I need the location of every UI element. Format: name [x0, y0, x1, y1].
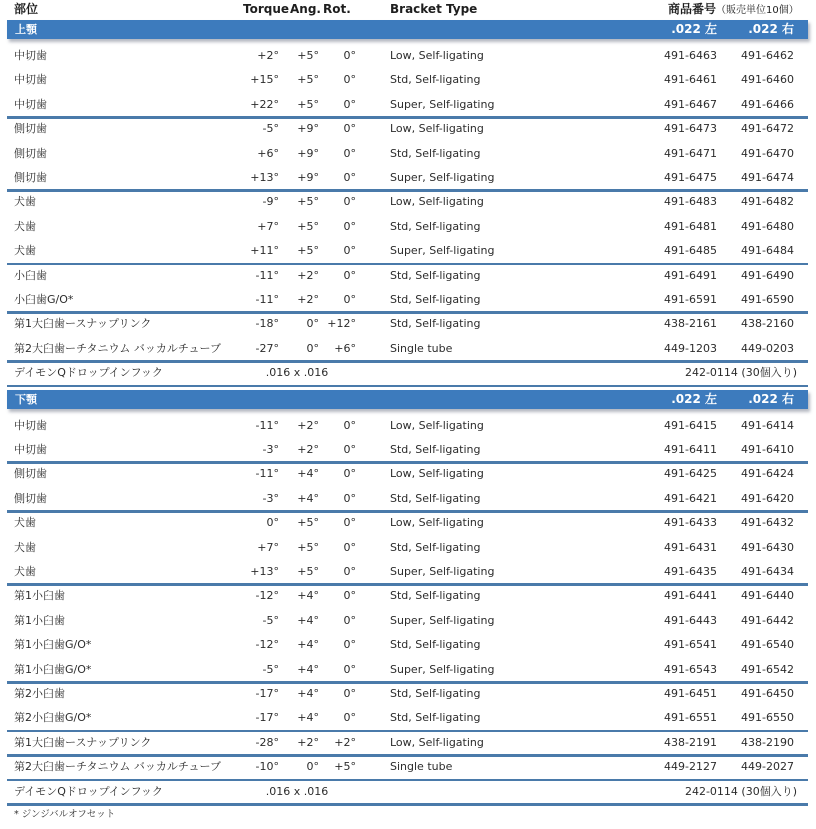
rotation-value: 0°	[343, 418, 356, 432]
left-part-number: 491-6481	[664, 219, 717, 233]
angulation-value: +9°	[297, 171, 319, 184]
torque-value: -17°	[255, 687, 279, 700]
angulation-value: +4°	[297, 687, 319, 700]
table-row	[7, 755, 808, 779]
rotation-value: +5°	[334, 760, 356, 774]
bracket-type: Std, Self-ligating	[390, 73, 481, 87]
hook-name: デイモンQドロップインフック	[14, 784, 163, 798]
left-part-number: 491-6431	[664, 540, 717, 554]
tooth-position: 第1大臼歯ースナップリンク	[14, 317, 152, 331]
torque-value: +2°	[257, 49, 279, 62]
table-row	[7, 44, 808, 68]
table-row	[7, 511, 808, 535]
table-row	[7, 560, 808, 584]
torque-value: -10°	[255, 760, 279, 774]
table-row	[7, 312, 808, 336]
angulation-value: +2°	[297, 418, 319, 432]
bracket-type: Super, Self-ligating	[390, 244, 495, 258]
torque-value: -3°	[262, 491, 279, 505]
right-part-number: 491-6472	[741, 122, 794, 136]
hook-name: デイモンQドロップインフック	[14, 366, 163, 380]
table-row	[7, 190, 808, 214]
hook-row	[7, 780, 808, 804]
right-part-number: 491-6540	[741, 638, 794, 652]
torque-value: -12°	[255, 638, 279, 652]
left-part-number: 491-6551	[664, 711, 717, 725]
left-part-number: 491-6425	[664, 467, 717, 481]
bracket-type: Std, Self-ligating	[390, 268, 481, 282]
bracket-type: Super, Self-ligating	[390, 613, 495, 627]
left-part-number: 491-6415	[664, 418, 717, 432]
tooth-position: 第2大臼歯ーチタニウム バッカルチューブ	[14, 760, 221, 774]
table-row	[7, 536, 808, 560]
bracket-type: Low, Self-ligating	[390, 735, 484, 749]
bracket-type: Std, Self-ligating	[390, 589, 481, 603]
rotation-value: 0°	[343, 516, 356, 530]
rotation-value: 0°	[343, 638, 356, 652]
group-divider	[7, 385, 808, 388]
bracket-type: Std, Self-ligating	[390, 443, 481, 456]
bracket-type: Low, Self-ligating	[390, 418, 484, 432]
torque-value: -11°	[255, 467, 279, 481]
left-part-number: 491-6471	[664, 146, 717, 160]
rotation-value: +12°	[327, 317, 356, 331]
bracket-type: Std, Self-ligating	[390, 638, 481, 652]
rotation-value: 0°	[343, 49, 356, 62]
angulation-value: +4°	[297, 589, 319, 603]
left-part-number: 491-6475	[664, 171, 717, 184]
bracket-type: Std, Self-ligating	[390, 146, 481, 160]
rotation-value: 0°	[343, 662, 356, 676]
tooth-position: 第2小臼歯	[14, 687, 65, 700]
bracket-type: Std, Self-ligating	[390, 219, 481, 233]
header-part: 部位	[14, 2, 39, 16]
bracket-type: Std, Self-ligating	[390, 491, 481, 505]
tooth-position: 側切歯	[14, 146, 47, 160]
torque-value: -17°	[255, 711, 279, 725]
torque-value: -3°	[262, 443, 279, 456]
rotation-value: 0°	[343, 73, 356, 87]
angulation-value: +5°	[297, 73, 319, 87]
hook-part-number: 242-0114 (30個入り)	[684, 784, 797, 798]
left-part-number: 491-6483	[664, 195, 717, 209]
table-row	[7, 731, 808, 755]
left-part-number: 491-6461	[664, 73, 717, 87]
bracket-type: Low, Self-ligating	[390, 122, 484, 136]
angulation-value: +4°	[297, 467, 319, 481]
rotation-value: 0°	[343, 122, 356, 136]
table-row	[7, 584, 808, 608]
torque-value: +13°	[250, 171, 279, 184]
right-part-number: 491-6460	[741, 73, 794, 87]
rotation-value: 0°	[343, 565, 356, 578]
angulation-value: +5°	[297, 244, 319, 258]
rotation-value: 0°	[343, 467, 356, 481]
torque-value: -11°	[255, 293, 279, 306]
left-part-number: 491-6541	[664, 638, 717, 652]
tooth-position: 第1小臼歯G/O*	[14, 662, 92, 676]
product-number-note: （販売単位10個）	[716, 5, 799, 16]
tooth-position: 犬歯	[14, 565, 36, 578]
right-part-number: 491-6490	[741, 268, 794, 282]
torque-value: +15°	[250, 73, 279, 87]
right-part-number: 491-6484	[741, 244, 794, 258]
hook-part-number: 242-0114 (30個入り)	[684, 366, 797, 380]
angulation-value: +9°	[297, 122, 319, 136]
bracket-type: Std, Self-ligating	[390, 317, 481, 331]
tooth-position: 第1小臼歯G/O*	[14, 638, 92, 652]
footnote: * ジンジバルオフセット	[14, 809, 116, 820]
bracket-type: Std, Self-ligating	[390, 687, 481, 700]
tooth-position: 犬歯	[14, 195, 36, 209]
right-part-number: 438-2190	[741, 735, 794, 749]
rotation-value: +2°	[334, 735, 356, 749]
table-row	[7, 264, 808, 288]
right-part-number: 491-6440	[741, 589, 794, 603]
hook-size: .016 x .016	[265, 366, 329, 380]
left-part-number: 491-6485	[664, 244, 717, 258]
table-row	[7, 166, 808, 190]
table-row	[7, 239, 808, 263]
tooth-position: 第1小臼歯	[14, 613, 65, 627]
left-part-number: 491-6411	[664, 443, 717, 456]
right-part-number: 491-6470	[741, 146, 794, 160]
left-part-number: 449-2127	[664, 760, 717, 774]
right-part-number: 491-6482	[741, 195, 794, 209]
left-part-number: 491-6451	[664, 687, 717, 700]
torque-value: +7°	[257, 540, 279, 554]
rotation-value: 0°	[343, 293, 356, 306]
torque-value: +13°	[250, 565, 279, 578]
right-part-number: 491-6430	[741, 540, 794, 554]
bracket-type: Single tube	[390, 760, 453, 774]
rotation-value: 0°	[343, 244, 356, 258]
rotation-value: 0°	[343, 97, 356, 111]
table-row	[7, 462, 808, 486]
torque-value: +6°	[257, 146, 279, 160]
angulation-value: +2°	[297, 268, 319, 282]
left-part-number: 491-6463	[664, 49, 717, 62]
angulation-value: +2°	[297, 443, 319, 456]
header-product-number	[668, 0, 799, 18]
left-part-number: 491-6443	[664, 613, 717, 627]
right-part-number: 438-2160	[741, 317, 794, 331]
bracket-type: Low, Self-ligating	[390, 467, 484, 481]
right-part-number: 491-6432	[741, 516, 794, 530]
table-row	[7, 658, 808, 682]
right-part-number: 491-6424	[741, 467, 794, 481]
table-row	[7, 68, 808, 92]
tooth-position: 小臼歯	[14, 268, 47, 282]
table-row	[7, 414, 808, 438]
rotation-value: +6°	[334, 341, 356, 355]
angulation-value: +5°	[297, 97, 319, 111]
right-part-number: 449-2027	[741, 760, 794, 774]
right-part-number: 491-6590	[741, 293, 794, 306]
right-part-number: 491-6462	[741, 49, 794, 62]
table-row	[7, 337, 808, 361]
right-part-number: 491-6414	[741, 418, 794, 432]
right-part-number: 491-6442	[741, 613, 794, 627]
rotation-value: 0°	[343, 613, 356, 627]
table-row	[7, 142, 808, 166]
table-row	[7, 117, 808, 141]
bracket-type: Super, Self-ligating	[390, 662, 495, 676]
bracket-type: Super, Self-ligating	[390, 97, 495, 111]
left-part-number: 491-6421	[664, 491, 717, 505]
rotation-value: 0°	[343, 540, 356, 554]
product-number-label: 商品番号	[668, 2, 717, 16]
tooth-position: 第1小臼歯	[14, 589, 65, 603]
table-row	[7, 215, 808, 239]
torque-value: -28°	[255, 735, 279, 749]
angulation-value: +4°	[297, 638, 319, 652]
angulation-value: 0°	[306, 760, 319, 774]
tooth-position: 側切歯	[14, 122, 47, 136]
left-part-number: 491-6473	[664, 122, 717, 136]
angulation-value: +4°	[297, 613, 319, 627]
tooth-position: 犬歯	[14, 516, 36, 530]
rotation-value: 0°	[343, 146, 356, 160]
tooth-position: 側切歯	[14, 467, 47, 481]
angulation-value: 0°	[306, 317, 319, 331]
rotation-value: 0°	[343, 589, 356, 603]
angulation-value: +5°	[297, 540, 319, 554]
angulation-value: +2°	[297, 293, 319, 306]
torque-value: -5°	[262, 662, 279, 676]
left-part-number: 491-6543	[664, 662, 717, 676]
left-size-label: .022 左	[671, 22, 717, 36]
right-part-number: 491-6480	[741, 219, 794, 233]
rotation-value: 0°	[343, 195, 356, 209]
header-ang: Ang.	[290, 2, 321, 16]
table-row	[7, 487, 808, 511]
header-bracket-type: Bracket Type	[390, 2, 478, 16]
angulation-value: +4°	[297, 662, 319, 676]
tooth-position: 中切歯	[14, 49, 47, 62]
rotation-value: 0°	[343, 268, 356, 282]
right-part-number: 491-6474	[741, 171, 794, 184]
right-part-number: 491-6420	[741, 491, 794, 505]
bracket-type: Std, Self-ligating	[390, 293, 481, 306]
table-row	[7, 706, 808, 730]
left-part-number: 491-6433	[664, 516, 717, 530]
torque-value: -27°	[255, 341, 279, 355]
left-part-number: 491-6491	[664, 268, 717, 282]
hook-size: .016 x .016	[265, 784, 329, 798]
left-part-number: 491-6435	[664, 565, 717, 578]
tooth-position: 中切歯	[14, 97, 47, 111]
torque-value: +22°	[250, 97, 279, 111]
torque-value: -18°	[255, 317, 279, 331]
table-row	[7, 609, 808, 633]
angulation-value: +5°	[297, 219, 319, 233]
torque-value: -11°	[255, 268, 279, 282]
angulation-value: +5°	[297, 516, 319, 530]
bracket-type: Super, Self-ligating	[390, 565, 495, 578]
angulation-value: 0°	[306, 341, 319, 355]
tooth-position: 中切歯	[14, 73, 47, 87]
section-title: 下顎	[15, 392, 37, 406]
bracket-type: Low, Self-ligating	[390, 516, 484, 530]
group-divider	[7, 803, 808, 806]
right-part-number: 491-6542	[741, 662, 794, 676]
tooth-position: 第1大臼歯ースナップリンク	[14, 735, 152, 749]
right-size-label: .022 右	[748, 22, 794, 36]
tooth-position: 側切歯	[14, 491, 47, 505]
right-part-number: 491-6550	[741, 711, 794, 725]
bracket-type: Low, Self-ligating	[390, 195, 484, 209]
left-part-number: 438-2161	[664, 317, 717, 331]
tooth-position: 中切歯	[14, 443, 47, 456]
tooth-position: 犬歯	[14, 244, 36, 258]
table-row	[7, 633, 808, 657]
angulation-value: +5°	[297, 565, 319, 578]
angulation-value: +5°	[297, 49, 319, 62]
left-part-number: 491-6441	[664, 589, 717, 603]
bracket-type: Super, Self-ligating	[390, 171, 495, 184]
right-size-label: .022 右	[748, 391, 794, 406]
right-part-number: 449-0203	[741, 341, 794, 355]
bracket-type: Std, Self-ligating	[390, 540, 481, 554]
header-rot: Rot.	[323, 2, 351, 16]
tooth-position: 犬歯	[14, 219, 36, 233]
rotation-value: 0°	[343, 443, 356, 456]
tooth-position: 小臼歯G/O*	[14, 293, 74, 306]
bracket-type: Single tube	[390, 341, 453, 355]
section-header-upper	[7, 20, 808, 39]
torque-value: +11°	[250, 244, 279, 258]
section-title: 上顎	[15, 23, 37, 36]
rotation-value: 0°	[343, 711, 356, 725]
torque-value: -12°	[255, 589, 279, 603]
tooth-position: 犬歯	[14, 540, 36, 554]
angulation-value: +9°	[297, 146, 319, 160]
table-row	[7, 288, 808, 312]
table-row	[7, 93, 808, 117]
left-part-number: 491-6467	[664, 97, 717, 111]
section-header-lower	[7, 390, 808, 409]
angulation-value: +4°	[297, 711, 319, 725]
rotation-value: 0°	[343, 171, 356, 184]
left-part-number: 491-6591	[664, 293, 717, 306]
angulation-value: +5°	[297, 195, 319, 209]
rotation-value: 0°	[343, 687, 356, 700]
right-part-number: 491-6466	[741, 97, 794, 111]
torque-value: -5°	[262, 613, 279, 627]
header-torque: Torque	[243, 2, 290, 16]
tooth-position: 側切歯	[14, 171, 47, 184]
torque-value: -9°	[262, 195, 279, 209]
hook-row	[7, 361, 808, 385]
tooth-position: 中切歯	[14, 418, 47, 432]
bracket-type: Std, Self-ligating	[390, 711, 481, 725]
table-row	[7, 682, 808, 706]
torque-value: 0°	[266, 516, 279, 530]
table-row	[7, 438, 808, 462]
angulation-value: +2°	[297, 735, 319, 749]
torque-value: -11°	[255, 418, 279, 432]
left-part-number: 438-2191	[664, 735, 717, 749]
left-size-label: .022 左	[671, 391, 717, 406]
right-part-number: 491-6450	[741, 687, 794, 700]
right-part-number: 491-6434	[741, 565, 794, 578]
torque-value: +7°	[257, 219, 279, 233]
bracket-type: Low, Self-ligating	[390, 49, 484, 62]
tooth-position: 第2小臼歯G/O*	[14, 711, 92, 725]
angulation-value: +4°	[297, 491, 319, 505]
tooth-position: 第2大臼歯ーチタニウム バッカルチューブ	[14, 341, 221, 355]
rotation-value: 0°	[343, 491, 356, 505]
torque-value: -5°	[262, 122, 279, 136]
right-part-number: 491-6410	[741, 443, 794, 456]
left-part-number: 449-1203	[664, 341, 717, 355]
rotation-value: 0°	[343, 219, 356, 233]
